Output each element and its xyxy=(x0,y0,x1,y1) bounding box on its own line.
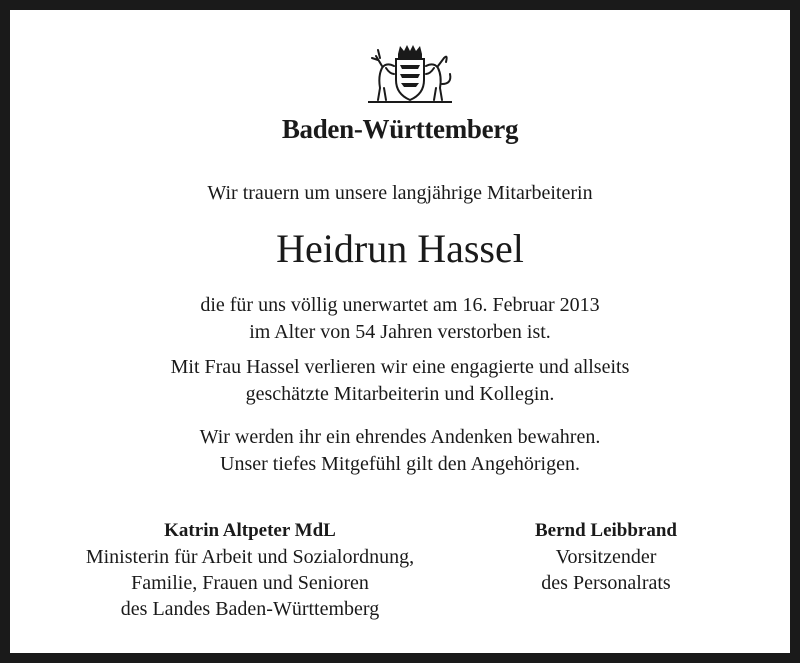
coat-of-arms-icon xyxy=(360,44,460,106)
text-line: geschätzte Mitarbeiterin und Kollegin. xyxy=(245,383,555,405)
signatory-title-line: Ministerin für Arbeit und Sozialordnung, xyxy=(85,546,415,568)
state-name-heading: Baden-Württemberg xyxy=(281,114,519,144)
signatory-left xyxy=(50,518,450,622)
text-line: Mit Frau Hassel verlieren wir eine engagierte und allseits xyxy=(170,356,630,378)
signatory-title-line: des Personalrats xyxy=(541,572,671,594)
text-line: im Alter von 54 Jahren verstorben ist. xyxy=(249,321,551,343)
signatory-title-line: Vorsitzender xyxy=(555,546,657,568)
signatory-title-line: des Landes Baden-Württemberg xyxy=(120,598,380,620)
death-date-paragraph xyxy=(10,292,790,346)
signatory-right xyxy=(508,518,704,596)
signatory-title-line: Familie, Frauen und Senioren xyxy=(131,572,369,594)
text-line: Unser tiefes Mitgefühl gilt den Angehörigen. xyxy=(220,453,580,475)
text-line: die für uns völlig unerwartet am 16. Februar 2013 xyxy=(200,294,600,316)
intro-text: Wir trauern um unsere langjährige Mitarbeiterin xyxy=(207,182,593,204)
signatory-name: Bernd Leibbrand xyxy=(534,520,677,541)
text-line: Wir werden ihr ein ehrendes Andenken bewahren. xyxy=(199,426,601,448)
signatory-name: Katrin Altpeter MdL xyxy=(164,520,336,541)
remembrance-paragraph xyxy=(10,424,790,478)
deceased-name: Heidrun Hassel xyxy=(276,226,524,271)
tribute-paragraph xyxy=(10,354,790,408)
